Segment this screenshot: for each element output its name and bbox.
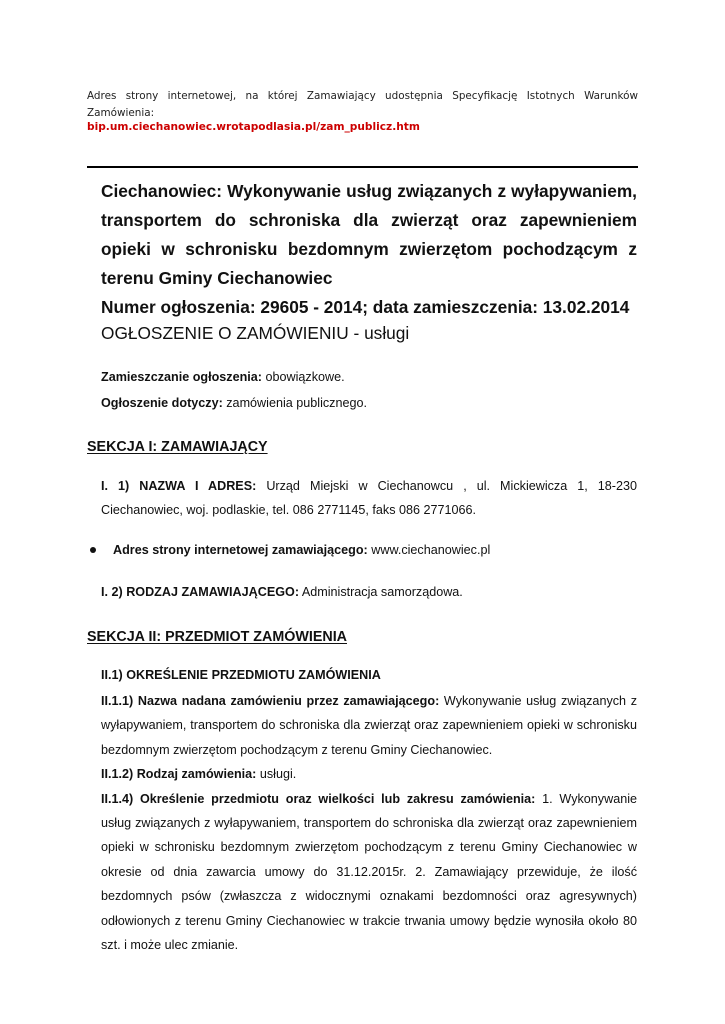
- posting-value: obowiązkowe.: [261, 370, 345, 384]
- bullet-icon: [90, 547, 96, 553]
- subject-subheading: II.1) OKREŚLENIE PRZEDMIOTU ZAMÓWIENIA: [101, 668, 381, 682]
- order-kind-label: II.1.2) Rodzaj zamówienia:: [101, 767, 257, 782]
- order-name-value: Wykonywanie usług związanych z wyłapywaniem, transportem do schroniska dla zwierząt oraz zapewnieniem opieki w schronisku bezdomnym zwierzętom pochodzącym z terenu Gminy Ciechanowiec.: [101, 694, 638, 757]
- order-scope-value: 1. Wykonywanie usług związanych z wyłapywaniem, transportem do schroniska dla zwierząt oraz zapewnieniem opieki w schronisku bezdomnym zwierzętom pochodzącym z terenu Gminy Ciechanowiec w okresie od dnia zawarcia umowy do 31.12.2015r. 2. Zamawiający przewiduje, że ilość bezdomnych psów (zwłaszcza z widocznymi oznakami bezdomności oraz agresywnych) odłowionych z terenu Gminy Ciechanowiec w trakcie trwania umowy będzie wynosiła około 80 szt. i może ulec zmianie.: [101, 791, 637, 953]
- header-divider: [87, 166, 638, 168]
- name-address-label: I. 1) NAZWA I ADRES:: [101, 479, 257, 493]
- authority-type-value: Administracja samorządowa.: [299, 585, 463, 599]
- posting-label: Zamieszczanie ogłoszenia:: [101, 370, 262, 384]
- order-name-label: II.1.1) Nazwa nadana zamówieniu przez zamawiającego:: [101, 694, 440, 708]
- notice-number-line: Numer ogłoszenia: 29605 - 2014; data zamieszczenia: 13.02.2014: [101, 297, 630, 317]
- website-label: Adres strony internetowej zamawiającego:: [113, 543, 368, 557]
- authority-type: [101, 580, 637, 604]
- order-name-paragraph: [101, 689, 637, 762]
- name-address-value: Urząd Miejski w Ciechanowcu , ul. Mickiewicza 1, 18-230 Ciechanowiec, woj. podlaskie, tel. 086 2771145, faks 086 2771066.: [101, 479, 637, 518]
- order-scope-paragraph: [101, 787, 637, 958]
- contracting-authority-name: [101, 474, 637, 522]
- concerns-label: Ogłoszenie dotyczy:: [101, 396, 223, 410]
- section-2-heading: SEKCJA II: PRZEDMIOT ZAMÓWIENIA: [87, 629, 347, 645]
- website-link[interactable]: www.ciechanowiec.pl: [367, 543, 491, 557]
- posting-line: [101, 368, 345, 386]
- concerns-value: zamówienia publicznego.: [222, 396, 367, 410]
- website-bullet: [87, 540, 490, 560]
- notice-title: Ciechanowiec: Wykonywanie usług związanych z wyłapywaniem, transportem do schroniska dla zwierząt oraz zapewnieniem opieki w schronisku bezdomnym zwierzętom pochodzącym z terenu Gminy Ciechanowiec: [101, 181, 637, 288]
- order-kind-value: usługi.: [256, 767, 297, 782]
- notice-type-line: OGŁOSZENIE O ZAMÓWIENIU - usługi: [101, 323, 410, 343]
- section-1-heading: SEKCJA I: ZAMAWIAJĄCY: [87, 439, 268, 455]
- order-scope-label: II.1.4) Określenie przedmiotu oraz wielkości lub zakresu zamówienia:: [101, 791, 536, 806]
- spec-note: Adres strony internetowej, na której Zamawiający udostępnia Specyfikację Istotnych Warunków Zamówienia:: [87, 90, 638, 119]
- authority-type-label: I. 2) RODZAJ ZAMAWIAJĄCEGO:: [101, 585, 300, 599]
- spec-url-link[interactable]: bip.um.ciechanowiec.wrotapodlasia.pl/zam_publicz.htm: [87, 121, 420, 133]
- order-kind-paragraph: [101, 762, 637, 786]
- concerns-line: [101, 394, 367, 412]
- subject-details: [101, 689, 637, 957]
